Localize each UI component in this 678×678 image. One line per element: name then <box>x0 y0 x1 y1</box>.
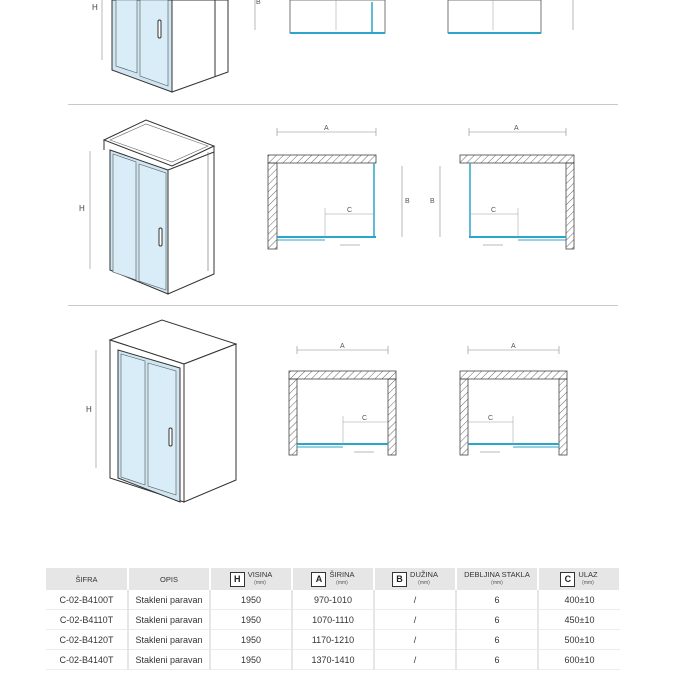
cell-sifra: C-02-B4110T <box>46 610 128 630</box>
cell-ulaz: 400±10 <box>538 590 620 610</box>
cell-duzina: / <box>374 590 456 610</box>
header-ulaz-unit: (mm) <box>582 580 594 586</box>
header-opis-label: OPIS <box>160 574 178 584</box>
row2-left-entry-label: C <box>347 207 353 214</box>
header-sirina <box>292 568 374 590</box>
row3-plan-left <box>289 343 396 455</box>
cell-sifra: C-02-B4120T <box>46 630 128 650</box>
row2-plan-left <box>268 125 410 249</box>
row1-height-label: H <box>92 3 98 12</box>
badge-c-icon: C <box>560 572 575 587</box>
cell-sirina: 1370-1410 <box>292 650 374 670</box>
header-duzina <box>374 568 456 590</box>
diagram-row-2 <box>0 106 678 302</box>
row3-right-width-label: A <box>511 343 516 350</box>
table-row <box>46 630 620 650</box>
cell-duzina: / <box>374 630 456 650</box>
row3-cabin-3d <box>110 320 236 502</box>
cell-sirina: 1070-1110 <box>292 610 374 630</box>
cell-duzina: / <box>374 610 456 630</box>
row1-cabin-3d <box>102 0 228 92</box>
cell-duzina: / <box>374 650 456 670</box>
row3-drawings <box>0 308 678 508</box>
separator-2 <box>68 305 618 306</box>
header-debljina <box>456 568 538 590</box>
table-row <box>46 590 620 610</box>
spec-table <box>46 568 621 670</box>
badge-h-icon: H <box>230 572 245 587</box>
cell-sirina: 970-1010 <box>292 590 374 610</box>
cell-sifra: C-02-B4100T <box>46 590 128 610</box>
table-row <box>46 650 620 670</box>
table-row <box>46 610 620 630</box>
row1-depth-label-left: B <box>256 0 261 6</box>
cell-visina: 1950 <box>210 610 292 630</box>
cell-ulaz: 600±10 <box>538 650 620 670</box>
header-opis <box>128 568 210 590</box>
header-sirina-label: ŠIRINA <box>329 570 355 579</box>
cell-debljina: 6 <box>456 610 538 630</box>
cell-sifra: C-02-B4140T <box>46 650 128 670</box>
cell-ulaz: 450±10 <box>538 610 620 630</box>
diagram-row-1 <box>0 0 678 100</box>
row2-height-label: H <box>79 204 85 213</box>
row1-drawings <box>0 0 678 100</box>
header-visina-unit: (mm) <box>254 580 266 586</box>
header-visina-label: VISINA <box>247 570 273 579</box>
row2-right-entry-label: C <box>491 207 497 214</box>
header-visina <box>210 568 292 590</box>
cell-sirina: 1170-1210 <box>292 630 374 650</box>
cell-opis: Stakleni paravan <box>128 630 210 650</box>
table-header-row <box>46 568 620 590</box>
row1-plan-right <box>448 0 573 33</box>
cell-opis: Stakleni paravan <box>128 610 210 630</box>
row3-left-entry-label: C <box>362 415 368 422</box>
row3-right-entry-label: C <box>488 415 494 422</box>
row2-right-width-label: A <box>514 125 519 132</box>
diagram-row-3 <box>0 308 678 508</box>
badge-a-icon: A <box>311 572 326 587</box>
row2-drawings <box>0 106 678 302</box>
header-duzina-label: DUŽINA <box>410 570 438 579</box>
header-debljina-unit: (mm) <box>491 580 503 586</box>
row2-left-depth-label: B <box>405 198 410 205</box>
header-duzina-unit: (mm) <box>418 580 430 586</box>
cell-visina: 1950 <box>210 590 292 610</box>
cell-debljina: 6 <box>456 590 538 610</box>
row3-height-label: H <box>86 405 92 414</box>
header-sirina-unit: (mm) <box>336 580 348 586</box>
badge-b-icon: B <box>392 572 407 587</box>
cell-debljina: 6 <box>456 650 538 670</box>
header-sifra-label: ŠIFRA <box>75 574 98 584</box>
row3-left-width-label: A <box>340 343 345 350</box>
row3-plan-right <box>460 343 567 455</box>
row2-plan-right <box>430 125 574 249</box>
row2-right-depth-label: B <box>430 198 435 205</box>
row2-cabin-3d <box>104 120 214 294</box>
cell-ulaz: 500±10 <box>538 630 620 650</box>
separator-1 <box>68 104 618 105</box>
cell-opis: Stakleni paravan <box>128 650 210 670</box>
cell-visina: 1950 <box>210 650 292 670</box>
cell-opis: Stakleni paravan <box>128 590 210 610</box>
row1-plan-left <box>255 0 385 33</box>
header-ulaz <box>538 568 620 590</box>
header-ulaz-label: ULAZ <box>578 570 598 579</box>
cell-visina: 1950 <box>210 630 292 650</box>
cell-debljina: 6 <box>456 630 538 650</box>
header-sifra <box>46 568 128 590</box>
header-debljina-label: DEBLJINA STAKLA <box>464 570 530 579</box>
row2-left-width-label: A <box>324 125 329 132</box>
